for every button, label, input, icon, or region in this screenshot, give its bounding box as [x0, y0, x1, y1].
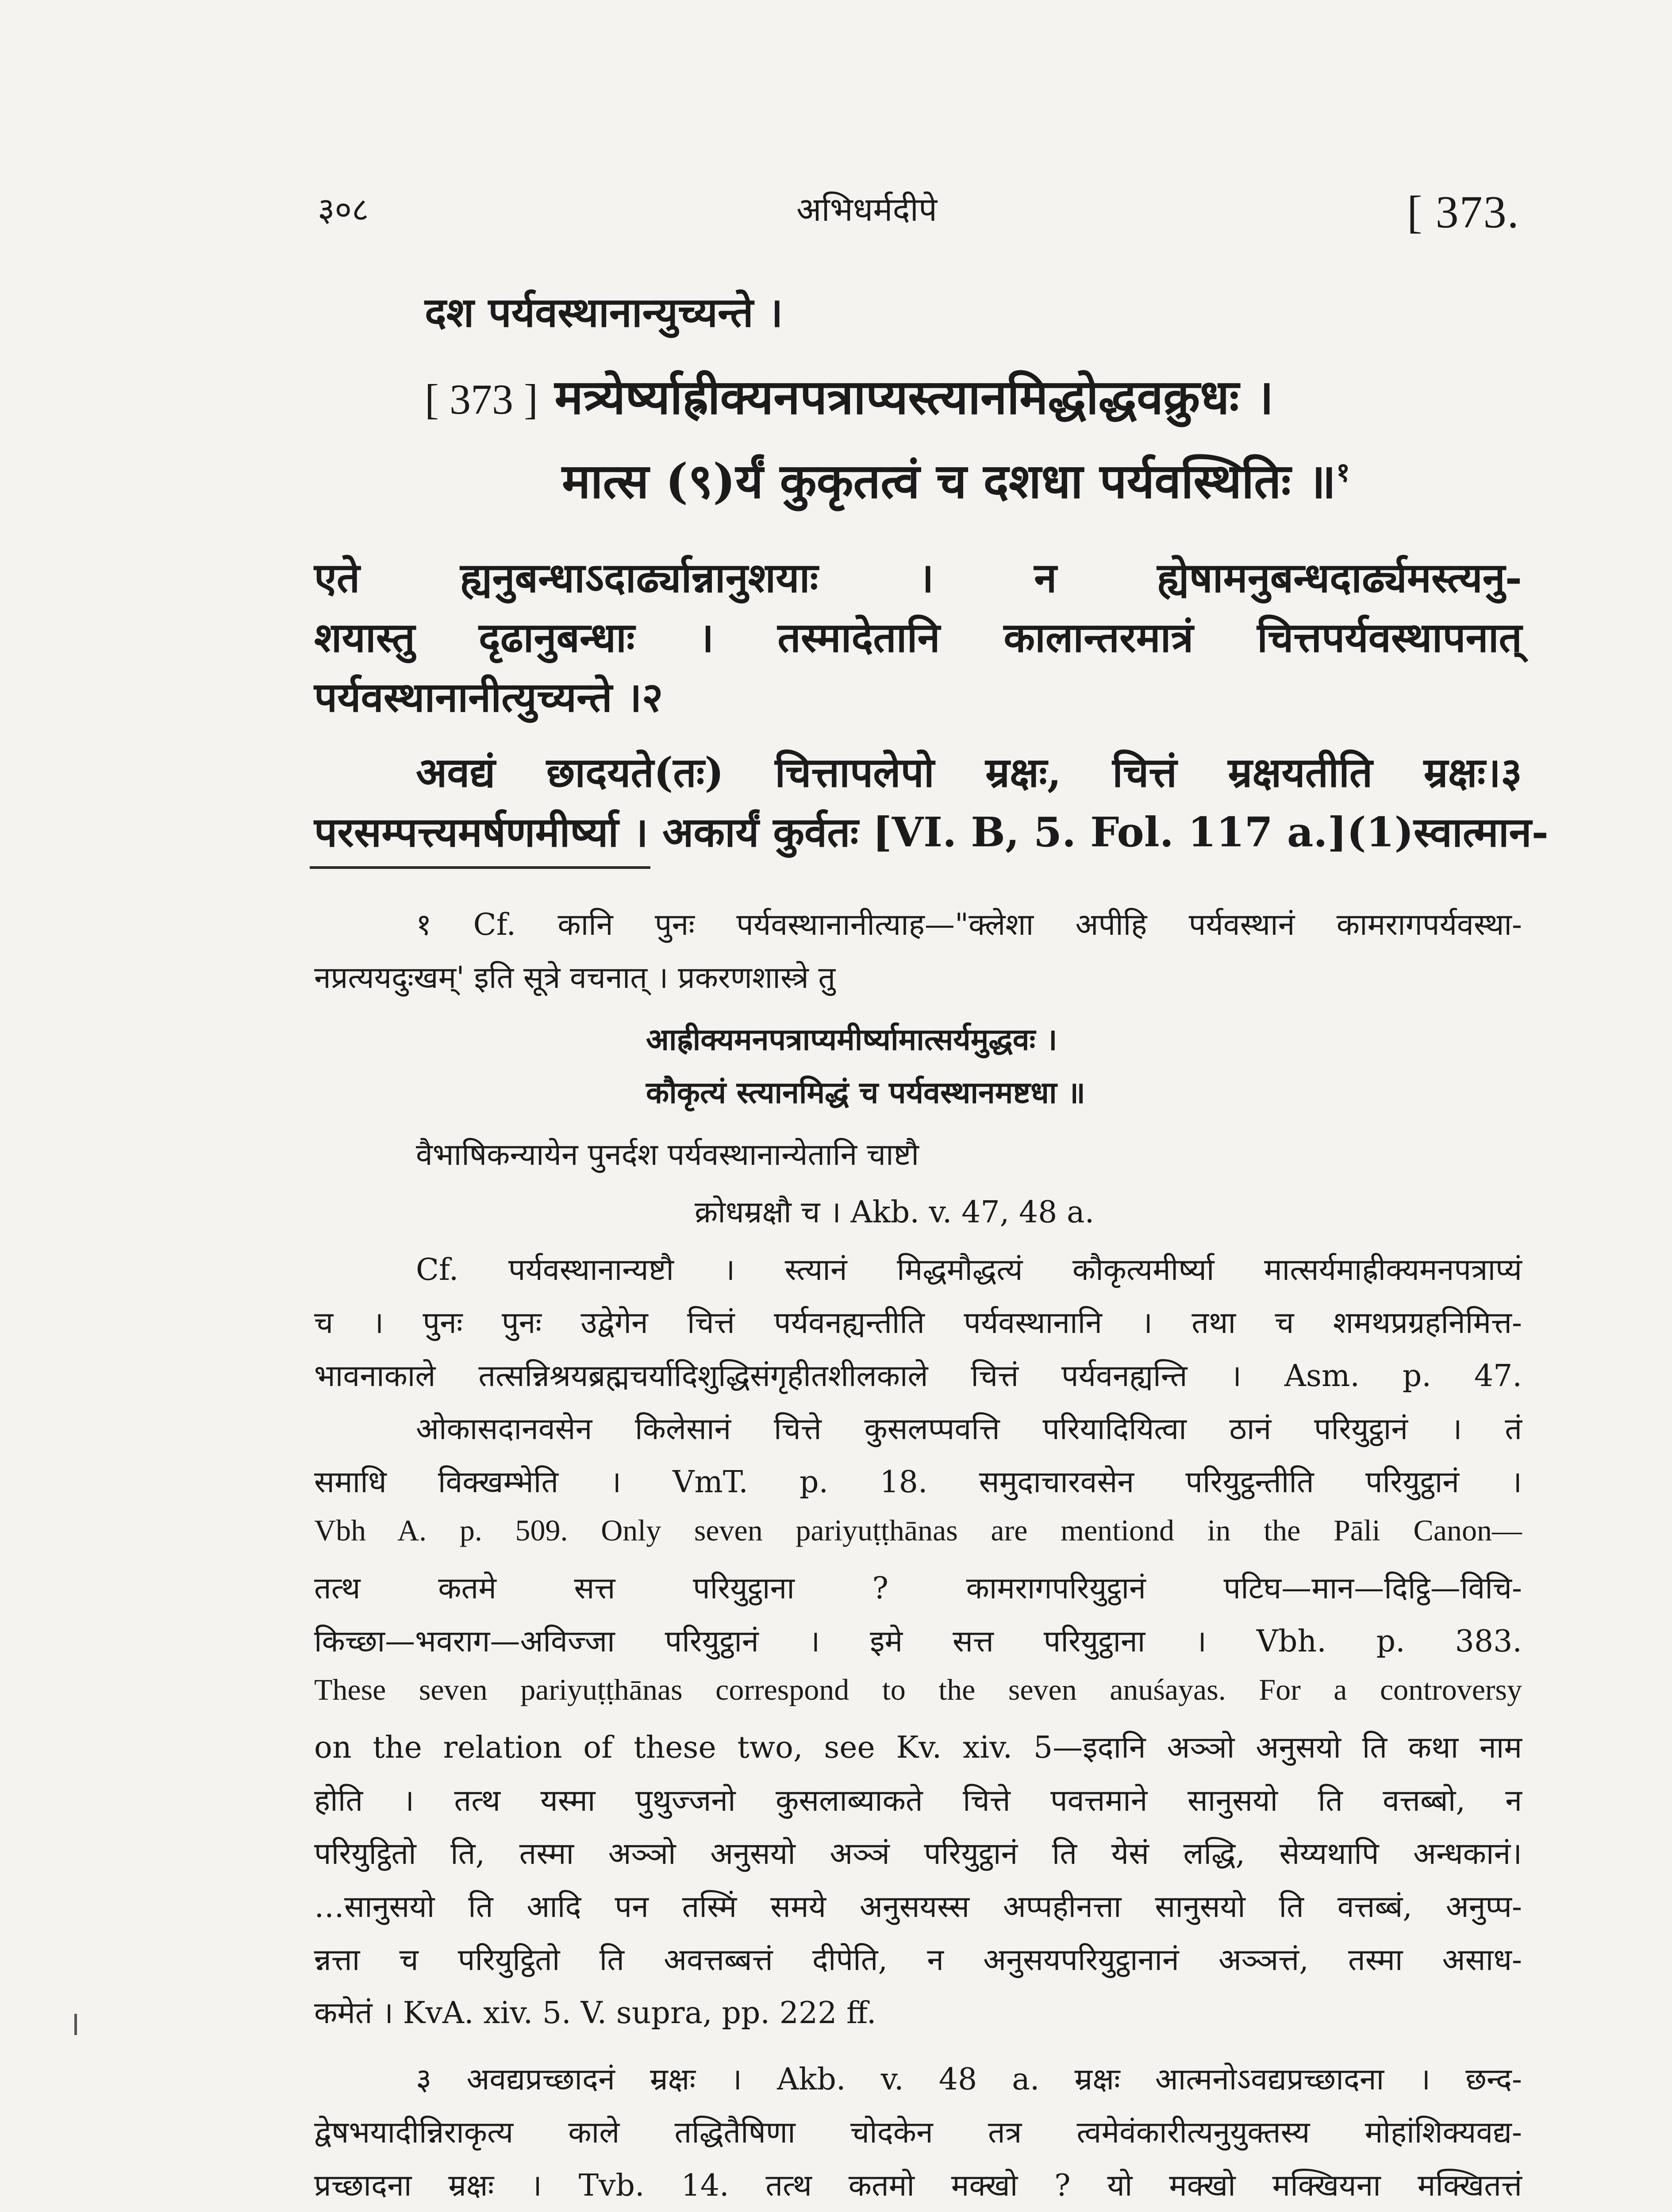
commentary-line-5: परसम्पत्त्यमर्षणमीर्ष्या । अकार्यं कुर्वतः [VI. B, 5. Fol. 117 a.](1)स्वात्मान- — [314, 808, 1549, 856]
fn1-verse-1: आह्रीक्यमनपत्राप्यमीर्ष्यामात्सर्यमुद्धवः । — [646, 1022, 1057, 1057]
fn1-verse-2: कौकृत्यं स्त्यानमिद्धं च पर्यवस्थानमष्टधा ॥ — [646, 1075, 1085, 1110]
fn3-line: द्वेषभयादीन्निराकृत्य काले तद्धितैषिणा चोदकेन तत्र त्वमेवंकारीत्यनुयुक्तस्य मोहांशिक्यवद्य- — [314, 2115, 1522, 2150]
fn1-line: भावनाकाले तत्सन्निश्रयब्रह्मचर्यादिशुद्धिसंगृहीतशीलकाले चित्तं पर्यवनह्यन्ति । Asm. p. 47. — [314, 1359, 1522, 1394]
footnote-mark: १ — [1336, 457, 1350, 488]
verse-line-1 — [425, 363, 1274, 428]
fn1-line: परियुट्ठितो ति, तस्मा अञ्ञो अनुसयो अञ्ञं परियुट्ठानं ति येसं लद्धि, सेय्यथापि अन्धकानं। — [314, 1836, 1522, 1871]
fn1-line: …सानुसयो ति आदि पन तस्मिं समये अनुसयस्स अप्पहीनत्ता सानुसयो ति वत्तब्बं, अनुप्प- — [314, 1889, 1522, 1924]
fn1-line: च । पुनः पुनः उद्वेगेन चित्तं पर्यवनह्यन्तीति पर्यवस्थानानि । तथा च शमथप्रग्रहनिमित्त- — [314, 1306, 1522, 1340]
intro-line: दश पर्यवस्थानान्युच्यन्ते । — [425, 288, 783, 336]
fn1-line: ओकासदानवसेन किलेसानं चित्ते कुसलप्पवत्ति परियादियित्वा ठानं परियुट्ठानं । तं — [416, 1412, 1522, 1447]
commentary-line-3: पर्यवस्थानानीत्युच्यन्ते ।२ — [314, 673, 663, 721]
margin-mark — [74, 2014, 77, 2035]
verse-reference: [ 373. — [1407, 187, 1520, 238]
fn3-line: प्रच्छादना म्रक्षः । Tvb. 14. तत्थ कतमो मक्खो ? यो मक्खो मक्खियना मक्खितत्तं — [314, 2168, 1522, 2203]
fn1-line: १ Cf. कानि पुनः पर्यवस्थानानीत्याह—"क्लेशा अपीहि पर्यवस्थानं कामरागपर्यवस्था- — [416, 907, 1522, 942]
commentary-line-1: एते ह्यनुबन्धाऽदार्ढ्यान्नानुशयाः । न ह्येषामनुबन्धदार्ढ्यमस्त्यनु- — [314, 554, 1522, 602]
fn3-line: ३ अवद्यप्रच्छादनं म्रक्षः । Akb. v. 48 a. म्रक्षः आत्मनोऽवद्यप्रच्छादना । छन्द- — [416, 2062, 1522, 2097]
fn1-line: न्नत्ता च परियुट्ठितो ति अवत्तब्बत्तं दीपेति, न अनुसयपरियुट्ठानानं अञ्ञत्तं, तस्मा असाध- — [314, 1943, 1522, 1978]
fn1-line: वैभाषिकन्यायेन पुनर्दश पर्यवस्थानान्येतानि चाष्टौ — [416, 1137, 919, 1172]
fn1-line: क्रोधम्रक्षौ च । Akb. v. 47, 48 a. — [695, 1195, 1095, 1230]
fn1-line: नप्रत्ययदुःखम्' इति सूत्रे वचनात् । प्रकरणशास्त्रे तु — [314, 960, 836, 995]
fn1-line: on the relation of these two, see Kv. xiv. 5—इदानि अञ्ञो अनुसयो ति कथा नाम — [314, 1730, 1522, 1765]
fn1-line: Cf. पर्यवस्थानान्यष्टौ । स्त्यानं मिद्धमौद्धत्यं कौकृत्यमीर्ष्या मात्सर्यमाह्रीक्यमनपत्राप्यं — [416, 1252, 1522, 1287]
verse-line-2 — [562, 447, 1350, 512]
commentary-line-4: अवद्यं छादयते(तः) चित्तापलेपो म्रक्षः, चित्तं म्रक्षयतीति म्रक्षः।३ — [416, 749, 1522, 796]
footnote-rule — [310, 866, 650, 869]
page-number: ३०८ — [318, 191, 369, 229]
verse-text-2: मात्स (९)र्यं कुकृतत्वं च दशधा पर्यवस्थितिः ॥ — [562, 453, 1336, 509]
fn1-line: किच्छा—भवराग—अविज्जा परियुट्ठानं । इमे सत्त परियुट्ठाना । Vbh. p. 383. — [314, 1624, 1522, 1659]
commentary-line-2: शयास्तु दृढानुबन्धाः । तस्मादेतानि कालान्तरमात्रं चित्तपर्यवस्थापनात् — [314, 614, 1522, 661]
fn1-line: These seven pariyuṭṭhānas correspond to the seven anuśayas. For a controversy — [314, 1673, 1522, 1706]
verse-text-1: मत्र्येर्ष्याह्रीक्यनपत्राप्यस्त्यानमिद्धोद्धवक्रुधः । — [554, 369, 1274, 425]
verse-number: [ 373 ] — [425, 376, 538, 423]
fn1-line: Vbh A. p. 509. Only seven pariyuṭṭhānas are mentiond in the Pāli Canon— — [314, 1513, 1522, 1547]
fn1-line: कमेतं । KvA. xiv. 5. V. supra, pp. 222 ff. — [314, 1996, 876, 2031]
running-title: अभिधर्मदीपे — [796, 191, 937, 229]
fn1-line: तत्थ कतमे सत्त परियुट्ठाना ? कामरागपरियुट्ठानं पटिघ—मान—दिट्ठि—विचि- — [314, 1571, 1522, 1606]
fn1-line: होति । तत्थ यस्मा पुथुज्जनो कुसलाब्याकते चित्ते पवत्तमाने सानुसयो ति वत्तब्बो, न — [314, 1783, 1522, 1818]
fn1-line: समाधि विक्खम्भेति । VmT. p. 18. समुदाचारवसेन परियुट्ठन्तीति परियुट्ठानं । — [314, 1465, 1522, 1500]
